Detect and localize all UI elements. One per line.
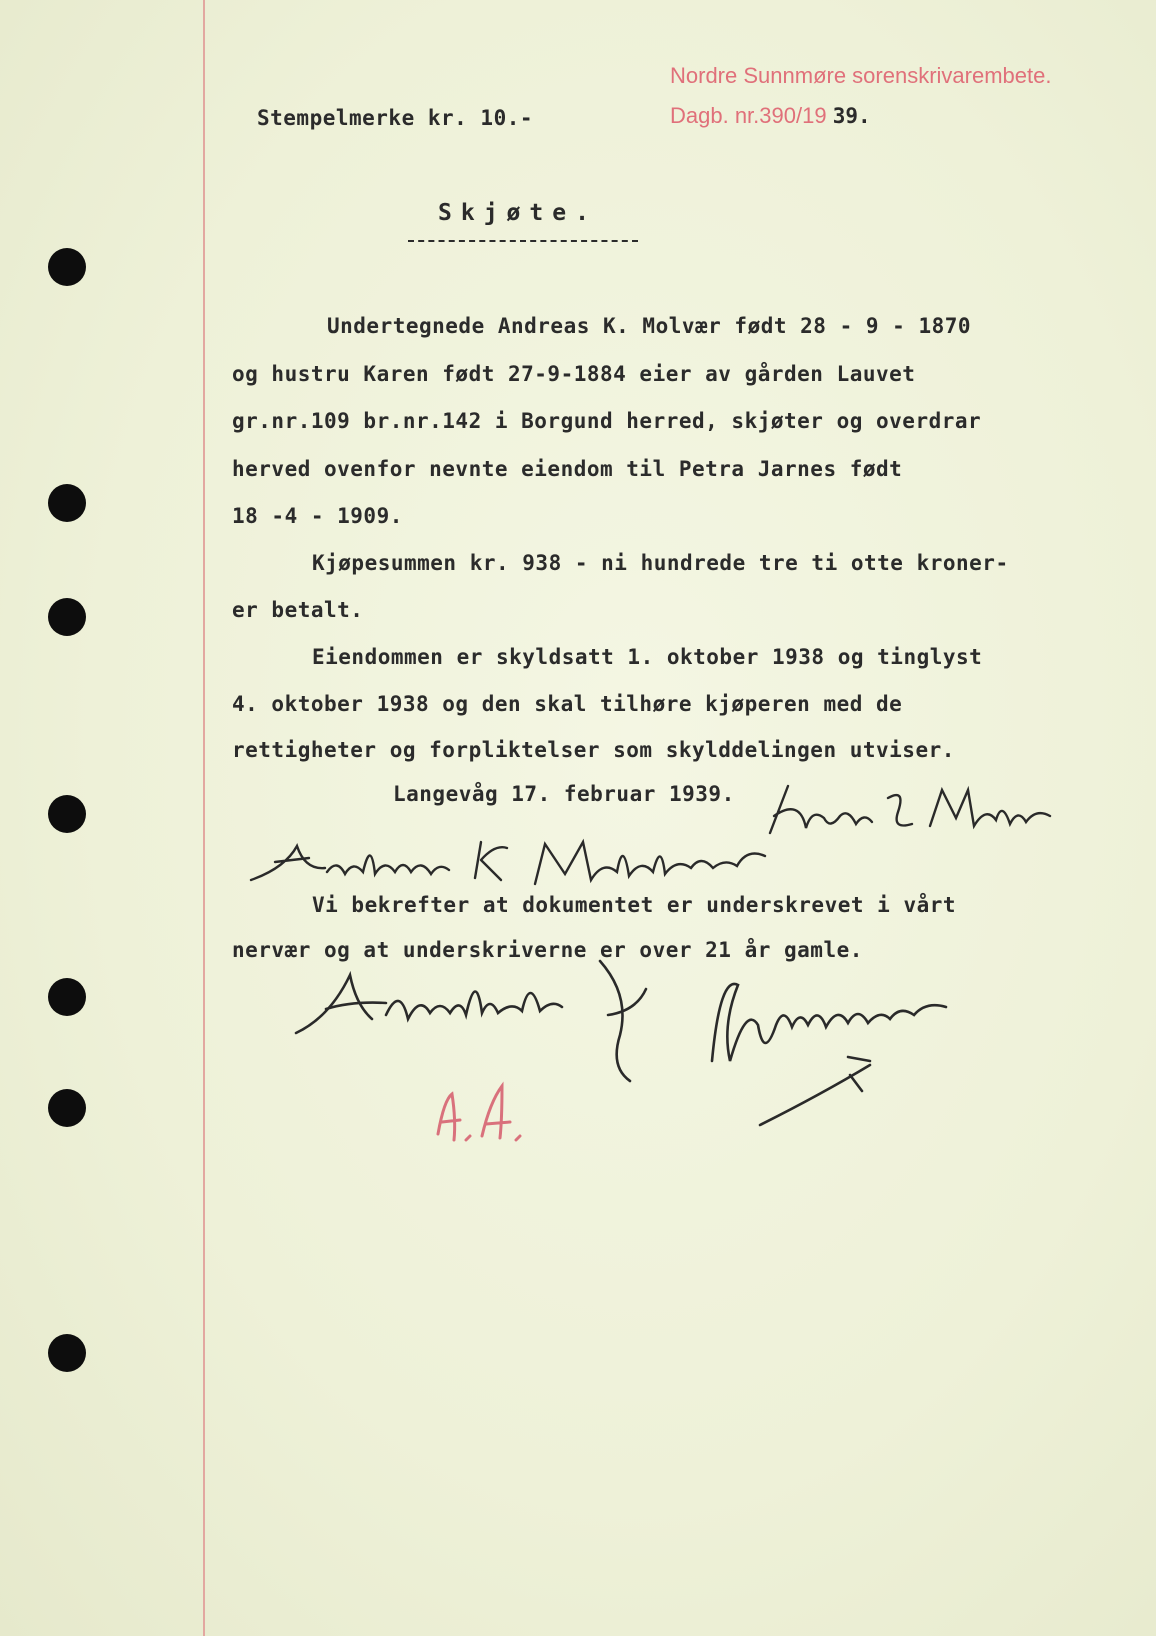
body-line: rettigheter og forpliktelser som skylddelingen utviser.	[232, 738, 955, 762]
journal-number-stamp	[670, 103, 871, 129]
signature-witness-2	[700, 965, 970, 1135]
margin-rule	[203, 0, 205, 1636]
witness-line: Vi bekrefter at dokumentet er underskrevet i vårt	[312, 893, 957, 917]
body-line: Kjøpesummen kr. 938 - ni hundrede tre ti otte kroner-	[312, 551, 1009, 575]
punch-hole	[48, 1334, 86, 1372]
punch-hole	[48, 978, 86, 1016]
signature-karen	[760, 778, 1060, 848]
body-line: herved ovenfor nevnte eiendom til Petra Jarnes født	[232, 457, 903, 481]
stamp-duty-note: Stempelmerke kr. 10.-	[257, 106, 534, 130]
journal-year: 39.	[832, 104, 871, 128]
body-line: Undertegnede Andreas K. Molvær født 28 - 9 - 1870	[327, 314, 972, 338]
signature-andreas	[245, 828, 785, 898]
punch-hole	[48, 795, 86, 833]
punch-hole	[48, 484, 86, 522]
signature-witness-1	[290, 955, 680, 1085]
title-underline	[408, 240, 638, 242]
body-line: og hustru Karen født 27-9-1884 eier av gården Lauvet	[232, 362, 916, 386]
body-line: Eiendommen er skyldsatt 1. oktober 1938 og tinglyst	[312, 645, 983, 669]
place-date: Langevåg 17. februar 1939.	[393, 782, 735, 806]
punch-hole	[48, 598, 86, 636]
document-title: Skjøte.	[438, 200, 598, 226]
body-line: 18 -4 - 1909.	[232, 504, 403, 528]
initials-red	[430, 1080, 540, 1160]
body-line: 4. oktober 1938 og den skal tilhøre kjøperen med de	[232, 692, 903, 716]
body-line: gr.nr.109 br.nr.142 i Borgund herred, skjøter og overdrar	[232, 409, 982, 433]
body-line: er betalt.	[232, 598, 364, 622]
punch-hole	[48, 248, 86, 286]
witness-line: nervær og at underskriverne er over 21 år gamle.	[232, 938, 863, 962]
journal-number: Dagb. nr.390/19	[670, 103, 827, 128]
office-stamp: Nordre Sunnmøre sorenskrivarembete.	[670, 63, 1052, 88]
punch-hole	[48, 1089, 86, 1127]
